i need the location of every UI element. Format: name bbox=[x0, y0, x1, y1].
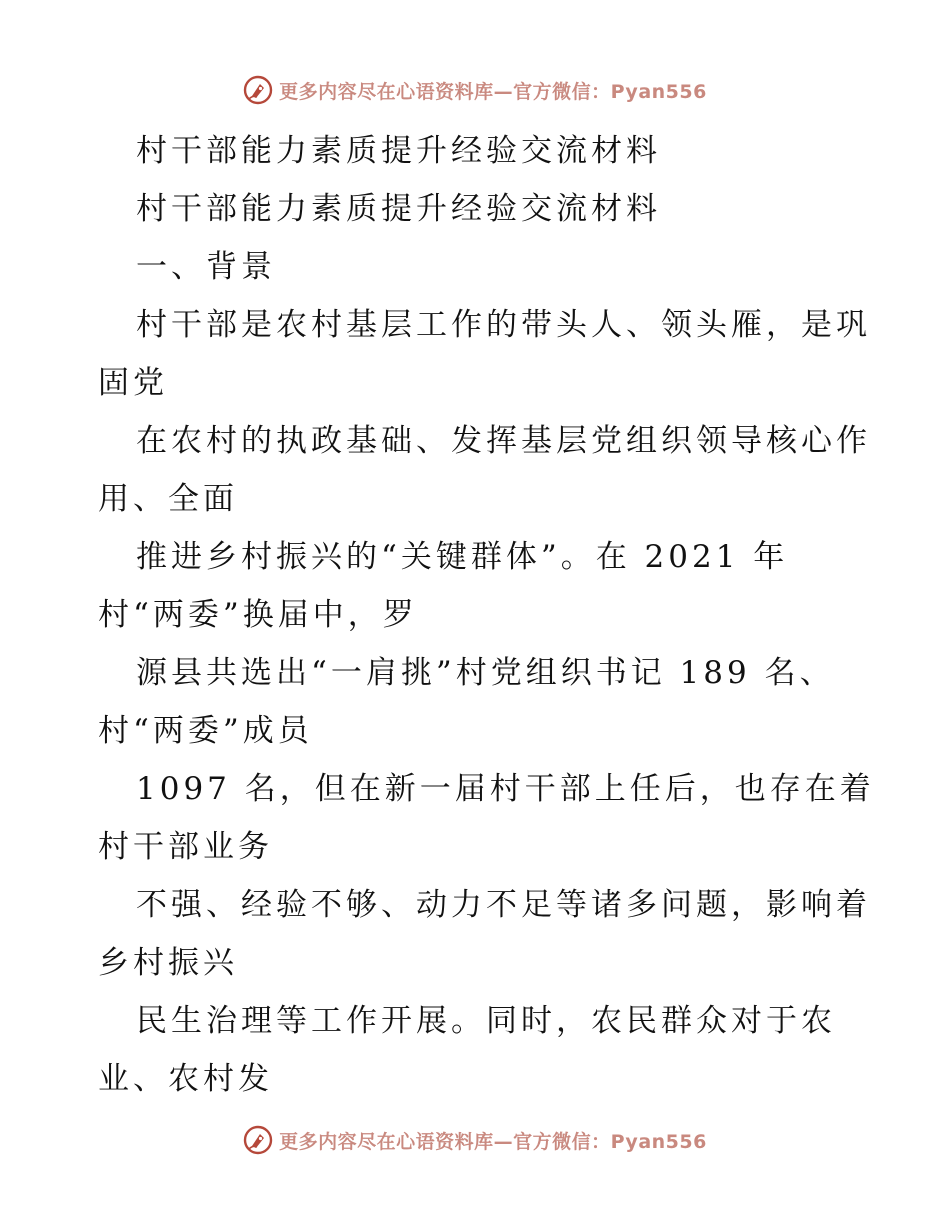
watermark-text: 更多内容尽在心语资料库—官方微信：Pyan556 bbox=[279, 80, 707, 103]
paragraph-line: 1097 名，但在新一届村干部上任后，也存在着 bbox=[136, 771, 875, 807]
paragraph-line: 乡村振兴 bbox=[98, 945, 238, 981]
paragraph-line: 固党 bbox=[98, 365, 168, 401]
paragraph-line: 在农村的执政基础、发挥基层党组织领导核心作 bbox=[136, 423, 871, 459]
paragraph-line: 源县共选出“一肩挑”村党组织书记 189 名、 bbox=[136, 655, 835, 691]
header-watermark bbox=[0, 72, 950, 108]
watermark-text: 更多内容尽在心语资料库—官方微信：Pyan556 bbox=[279, 1130, 707, 1153]
paragraph-line: 村干部是农村基层工作的带头人、领头雁，是巩 bbox=[136, 307, 871, 343]
paragraph-line: 用、全面 bbox=[98, 481, 238, 517]
footer-watermark bbox=[0, 1122, 950, 1158]
paragraph-line: 村“两委”成员 bbox=[98, 713, 313, 749]
pen-nib-logo-icon bbox=[243, 1125, 273, 1155]
doc-subtitle: 村干部能力素质提升经验交流材料 bbox=[136, 191, 661, 227]
paragraph-line: 民生治理等工作开展。同时，农民群众对于农 bbox=[136, 1003, 836, 1039]
paragraph-line: 推进乡村振兴的“关键群体”。在 2021 年 bbox=[136, 539, 789, 575]
document-body bbox=[98, 122, 875, 1108]
section-heading: 一、背景 bbox=[136, 249, 276, 285]
paragraph-line: 村干部业务 bbox=[98, 829, 273, 865]
pen-nib-logo-icon bbox=[243, 75, 273, 105]
paragraph-line: 村“两委”换届中，罗 bbox=[98, 597, 418, 633]
doc-title: 村干部能力素质提升经验交流材料 bbox=[136, 133, 661, 169]
paragraph-line: 业、农村发 bbox=[98, 1061, 273, 1097]
paragraph-line: 不强、经验不够、动力不足等诸多问题，影响着 bbox=[136, 887, 871, 923]
